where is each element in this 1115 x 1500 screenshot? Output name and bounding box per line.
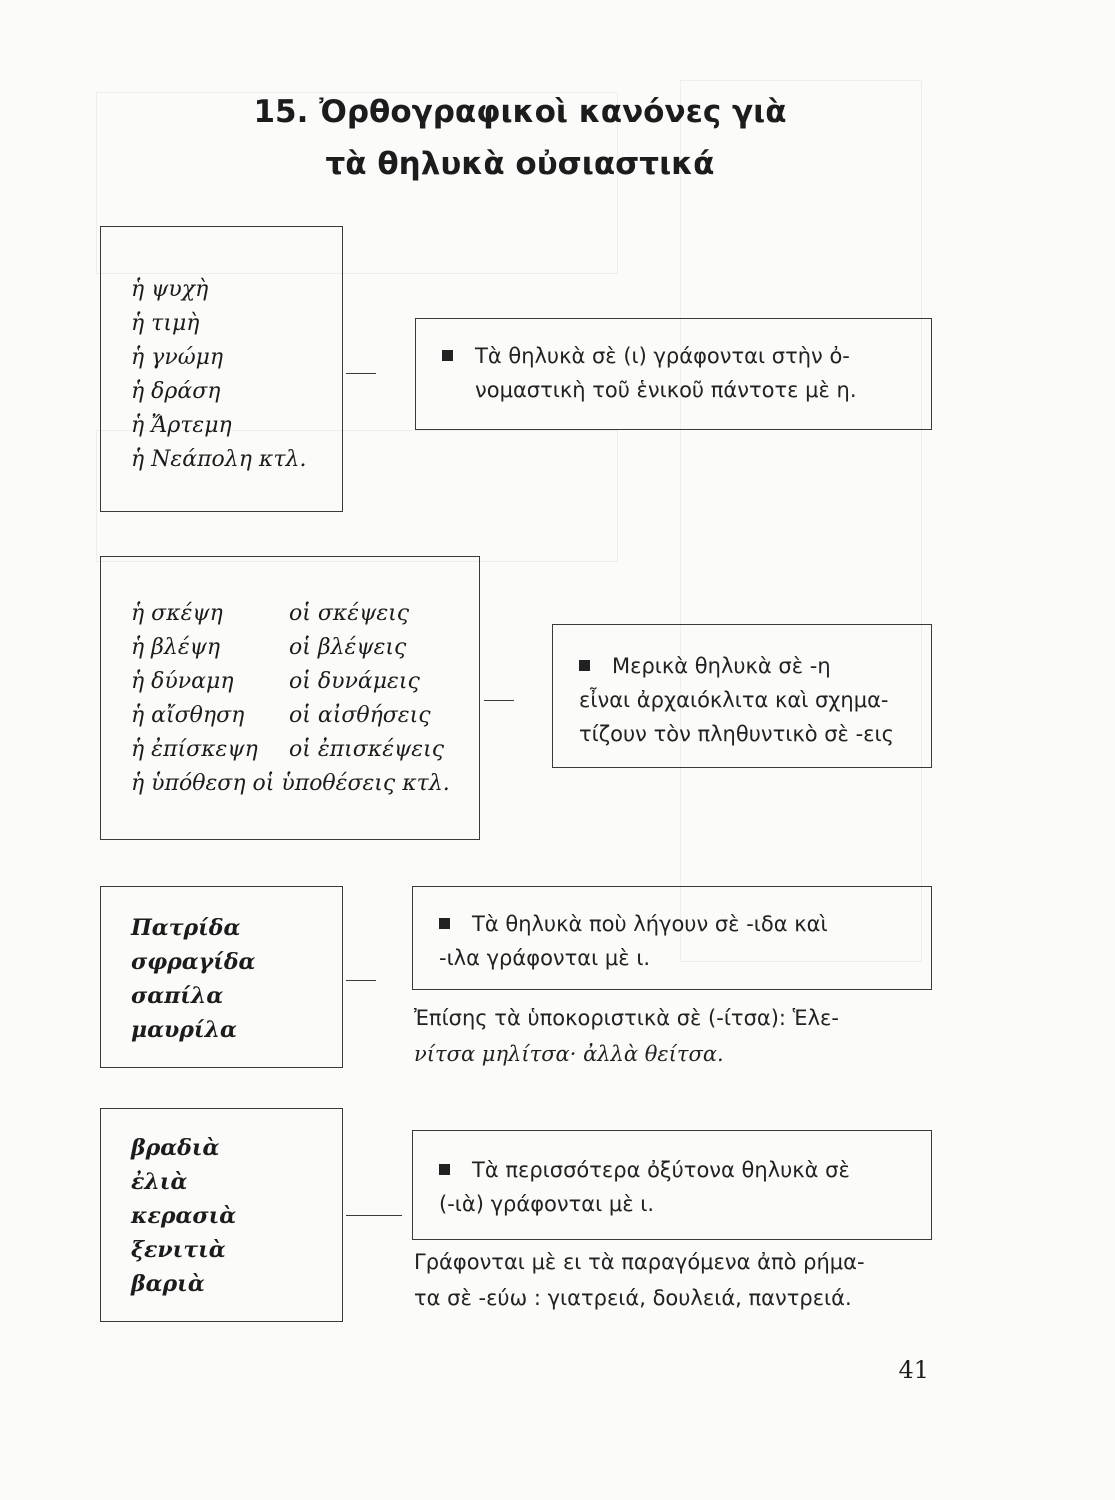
show-through-shadow <box>680 80 922 962</box>
rule-text-line: Τὰ περισσότερα ὀξύτονα θηλυκὰ σὲ <box>472 1158 850 1182</box>
note-eia-derivatives <box>414 1244 944 1316</box>
rule-text-line: Μερικὰ θηλυκὰ σὲ -η <box>612 654 831 678</box>
example-word: ἡ γνώμη <box>131 345 224 370</box>
connector-line <box>484 700 514 701</box>
example-plural: οἱ ἐπισκέψεις <box>289 737 445 762</box>
rule-text-line: Τὰ θηλυκὰ σὲ (ι) γράφονται στὴν ὀ- <box>475 344 850 368</box>
example-word: ἡ τιμὴ <box>131 311 200 336</box>
example-word: ἐλιὰ <box>131 1169 188 1195</box>
note-text-line: τα σὲ -εύω : γιατρειά, δουλειά, παντρειά. <box>414 1286 852 1310</box>
rule-box-ancient-declension <box>552 624 932 768</box>
examples-box-ia <box>100 1108 343 1322</box>
bullet-square-icon <box>442 350 453 361</box>
example-plural: οἱ σκέψεις <box>289 601 410 626</box>
bullet-square-icon <box>439 1164 450 1175</box>
connector-line <box>346 980 376 981</box>
example-word: σφραγίδα <box>131 949 256 975</box>
example-singular: ἡ ἐπίσκεψη <box>131 737 258 762</box>
example-singular: ἡ σκέψη <box>131 601 223 626</box>
connector-line <box>346 1215 402 1216</box>
note-text-line: Γράφονται μὲ ει τὰ παραγόμενα ἀπὸ ρήμα- <box>414 1250 865 1274</box>
example-word: Πατρίδα <box>131 915 241 941</box>
example-last-row: ἡ ὑπόθεση οἱ ὑποθέσεις κτλ. <box>131 771 450 796</box>
rule-text-line: -ιλα γράφονται μὲ ι. <box>439 946 651 970</box>
example-plural: οἱ αἰσθήσεις <box>289 703 431 728</box>
rule-text-line: νομαστικὴ τοῦ ἑνικοῦ πάντοτε μὲ η. <box>475 378 857 402</box>
example-word: ἡ ψυχὴ <box>131 277 209 302</box>
rule-text-line: Τὰ θηλυκὰ ποὺ λήγουν σὲ -ιδα καὶ <box>472 912 828 936</box>
example-word: βραδιὰ <box>131 1135 220 1161</box>
connector-line <box>346 373 376 374</box>
examples-box-ida-ila <box>100 886 343 1068</box>
section-title-line1: 15. Ὀρθογραφικοὶ κανόνες γιὰ <box>253 94 787 130</box>
rule-text-line: τίζουν τὸν πληθυντικὸ σὲ -εις <box>579 722 894 746</box>
rule-text-line: (-ιὰ) γράφονται μὲ ι. <box>439 1192 655 1216</box>
example-word: κερασιὰ <box>131 1203 237 1229</box>
bullet-square-icon <box>579 660 590 671</box>
rule-text-line: εἶναι ἀρχαιόκλιτα καὶ σχημα- <box>579 688 889 712</box>
example-word: βαριὰ <box>131 1271 205 1297</box>
example-word: ἡ Ἄρτεμη <box>131 413 232 438</box>
example-word: ξενιτιὰ <box>131 1237 226 1263</box>
example-word: μαυρίλα <box>131 1017 237 1043</box>
example-singular: ἡ δύναμη <box>131 669 234 694</box>
rule-box-eta <box>415 318 932 430</box>
note-diminutives <box>414 1000 934 1072</box>
example-plural: οἱ δυνάμεις <box>289 669 420 694</box>
note-text-line: Ἐπίσης τὰ ὑποκοριστικὰ σὲ (-ίτσα): Ἑλε- <box>414 1006 839 1030</box>
rule-box-ia <box>412 1130 932 1240</box>
example-singular: ἡ βλέψη <box>131 635 221 660</box>
example-singular: ἡ αἴσθηση <box>131 703 245 728</box>
examples-box-eta <box>100 226 343 512</box>
page-number: 41 <box>898 1356 929 1384</box>
example-plural: οἱ βλέψεις <box>289 635 407 660</box>
bullet-square-icon <box>439 918 450 929</box>
example-word: ἡ δράση <box>131 379 221 404</box>
examples-box-ancient-declension <box>100 556 480 840</box>
section-title-line2: τὰ θηλυκὰ οὐσιαστικά <box>325 146 715 182</box>
note-text-line: νίτσα μηλίτσα· ἀλλὰ θείτσα. <box>414 1042 724 1066</box>
rule-box-ida-ila <box>412 886 932 990</box>
example-word: σαπίλα <box>131 983 224 1009</box>
example-word: ἡ Νεάπολη κτλ. <box>131 447 307 472</box>
